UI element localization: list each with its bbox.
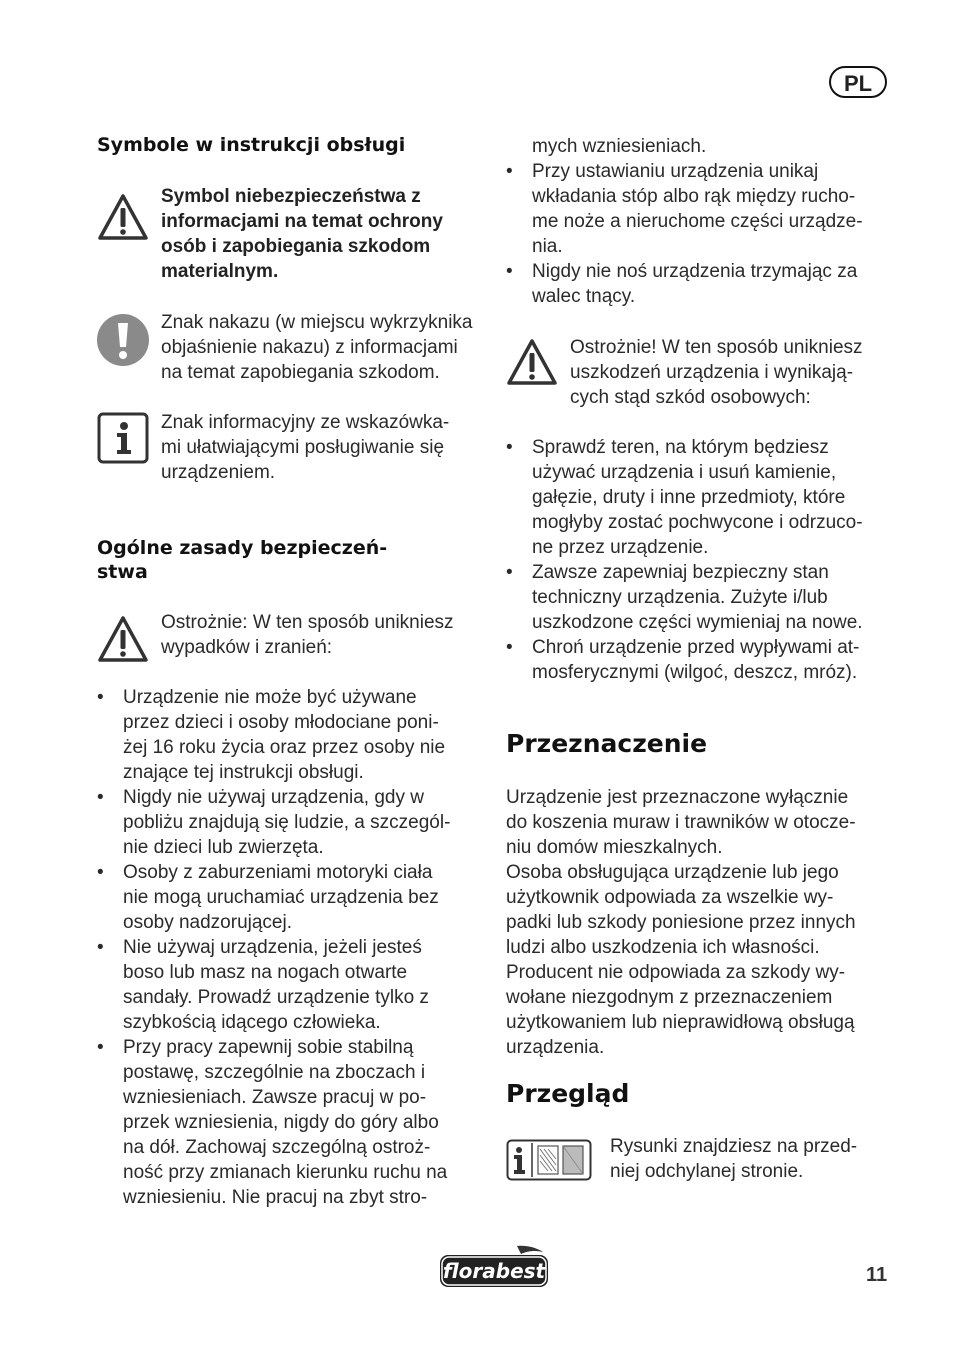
florabest-logo (437, 1244, 551, 1290)
continuation-text: mych wzniesieniach. (532, 136, 707, 157)
list-item: • Przy pracy zapewnij sobie stabilną postawę, szczególnie na zboczach i wzniesieniach. Zawsze pracuj w po- przek wzniesienia, nigdy do góry albo na dół. Zachowaj szczególną ostroż- ność przy zmianach kierunku ruchu na wzniesieniu. Nie pracuj na zbyt stro- (97, 1035, 492, 1210)
warning-triangle-icon (97, 615, 149, 663)
list-item: • Zawsze zapewniaj bezpieczny stan techniczny urządzenia. Zużyte i/lub uszkodzone części wymieniaj na nowe. (506, 560, 901, 635)
danger-symbol-description: Symbol niebezpieczeństwa z informacjami na temat ochrony osób i zapobiegania szkodom materialnym. (161, 186, 443, 282)
device-caution-description: Ostrożnie! W ten sposób unikniesz uszkodzeń urządzenia i wynikają- cych stąd szkód osobowych: (570, 337, 863, 408)
overview-heading: Przegląd (506, 1079, 630, 1108)
warning-triangle-icon (506, 338, 558, 386)
caution-description: Ostrożnie: W ten sposób unikniesz wypadków i zranień: (161, 612, 454, 658)
list-item: • Przy ustawianiu urządzenia unikaj wkładania stóp albo rąk między rucho- me noże a nieruchome części urządze- nia. (506, 159, 901, 259)
mandatory-sign-icon (96, 313, 150, 367)
info-sign-icon (97, 412, 149, 464)
general-safety-heading: Ogólne zasady bezpieczeń- stwa (97, 537, 388, 583)
language-badge: PL (829, 66, 887, 98)
safety-rules-list-continued (506, 159, 901, 309)
info-sign-description: Znak informacyjny ze wskazówka- mi ułatwiającymi posługiwanie się urządzeniem. (161, 412, 450, 483)
warning-triangle-icon (97, 193, 149, 241)
list-item: • Nigdy nie noś urządzenia trzymając za walec tnący. (506, 259, 901, 309)
page-number: 11 (866, 1264, 888, 1286)
overview-text: Rysunki znajdziesz na przed- niej odchylanej stronie. (610, 1136, 858, 1182)
purpose-heading: Przeznaczenie (506, 729, 708, 758)
list-item: • Nigdy nie używaj urządzenia, gdy w pobliżu znajdują się ludzie, a szczegól- nie dzieci lub zwierzęta. (97, 785, 492, 860)
device-care-list (506, 435, 901, 685)
list-item: • Nie używaj urządzenia, jeżeli jesteś boso lub masz na nogach otwarte sandały. Prowadź urządzenie tylko z szybkością idącego człowieka. (97, 935, 492, 1035)
list-item: • Chroń urządzenie przed wypływami at- mosferycznymi (wilgoć, deszcz, mróz). (506, 635, 901, 685)
list-item: • Urządzenie nie może być używane przez dzieci i osoby młodociane poni- żej 16 roku życia oraz przez osoby nie znające tej instrukcji obsługi. (97, 685, 492, 785)
logo-text: florabest (442, 1259, 546, 1283)
list-item: • Sprawdź teren, na którym będziesz używać urządzenia i usuń kamienie, gałęzie, druty i inne przedmioty, które mogłyby zostać pochwycone i odrzuco- ne przez urządzenie. (506, 435, 901, 560)
safety-rules-list (97, 685, 492, 1210)
list-item: • Osoby z zaburzeniami motoryki ciała nie mogą uruchamiać urządzenia bez osoby nadzorującej. (97, 860, 492, 935)
fold-out-page-icon (506, 1139, 592, 1181)
symbols-heading: Symbole w instrukcji obsługi (97, 134, 406, 156)
mandatory-sign-description: Znak nakazu (w miejscu wykrzyknika objaśnienie nakazu) z informacjami na temat zapobiegania szkodom. (161, 312, 473, 383)
purpose-text: Urządzenie jest przeznaczone wyłącznie do koszenia muraw i trawników w otocze- niu domów mieszkalnych. Osoba obsługująca urządzenie lub jego użytkownik odpowiada za wszelkie wy- padki lub szkody poniesione przez innych ludzi albo uszkodzenia ich własności. Producent nie odpowiada za szkody wy- wołane niezgodnym z przeznaczeniem użytkowaniem lub nieprawidłową obsługą urządzenia. (506, 787, 856, 1058)
